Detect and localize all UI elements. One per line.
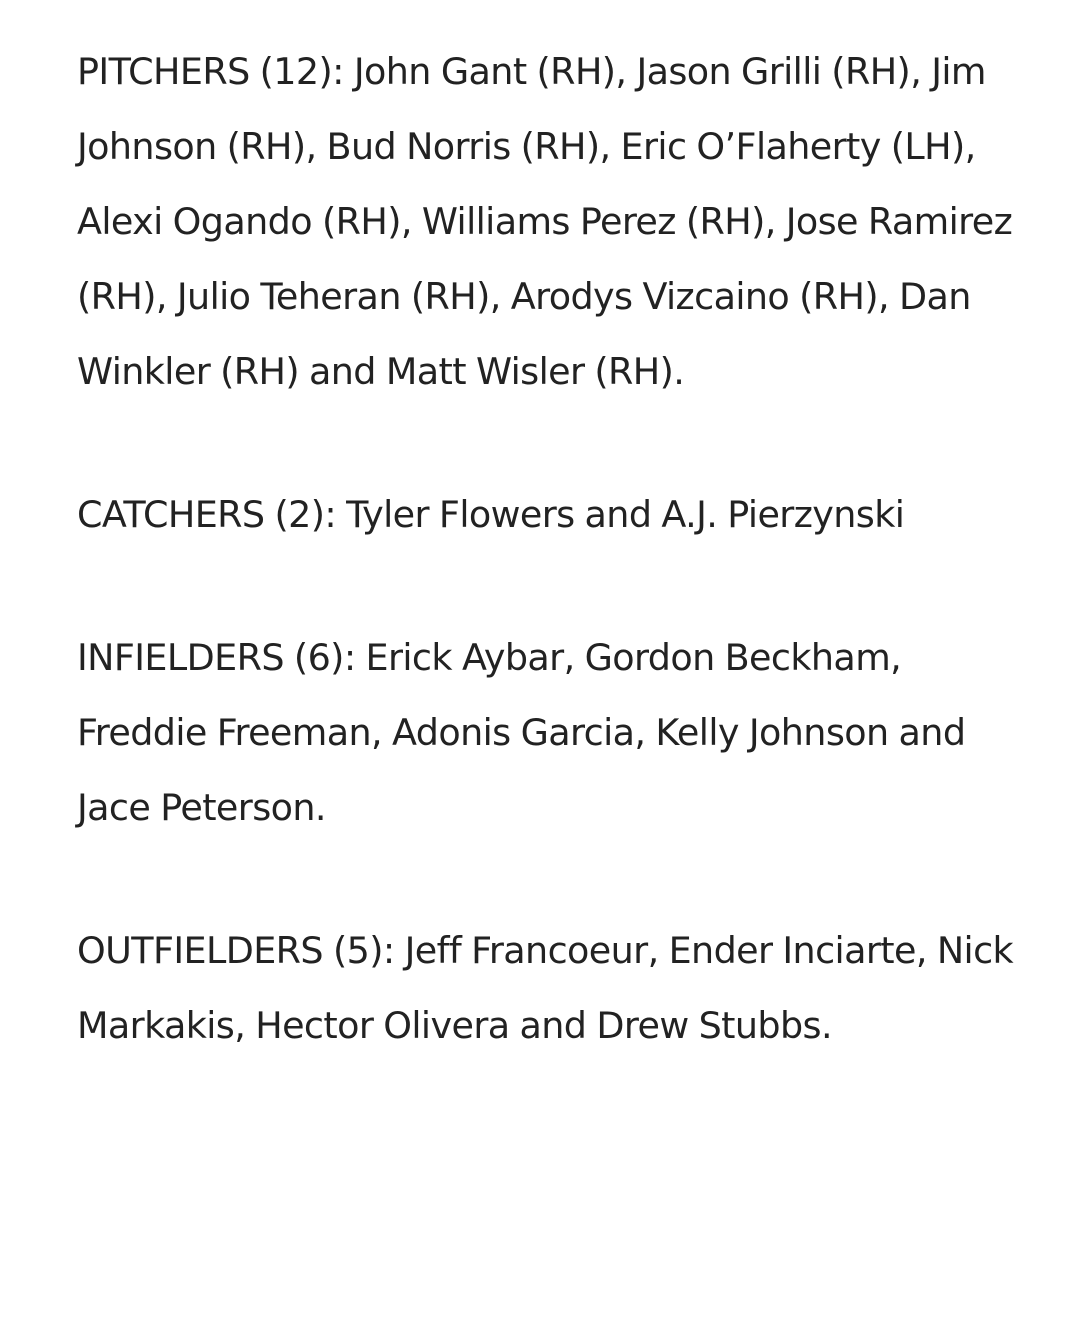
catchers-paragraph: CATCHERS (2): Tyler Flowers and A.J. Pierzynski <box>77 493 905 536</box>
article-body <box>77 34 1017 1063</box>
outfielders-paragraph: OUTFIELDERS (5): Jeff Francoeur, Ender Inciarte, Nick Markakis, Hector Olivera and Drew Stubbs. <box>77 929 1014 1047</box>
infielders-paragraph: INFIELDERS (6): Erick Aybar, Gordon Beckham, Freddie Freeman, Adonis Garcia, Kelly Johnson and Jace Peterson. <box>77 636 966 829</box>
pitchers-paragraph: PITCHERS (12): John Gant (RH), Jason Grilli (RH), Jim Johnson (RH), Bud Norris (RH), Eric O’Flaherty (LH), Alexi Ogando (RH), Williams Perez (RH), Jose Ramirez (RH), Julio Teheran (RH), Arodys Vizcaino (RH), Dan Winkler (RH) and Matt Wisler (RH). <box>77 50 1013 393</box>
